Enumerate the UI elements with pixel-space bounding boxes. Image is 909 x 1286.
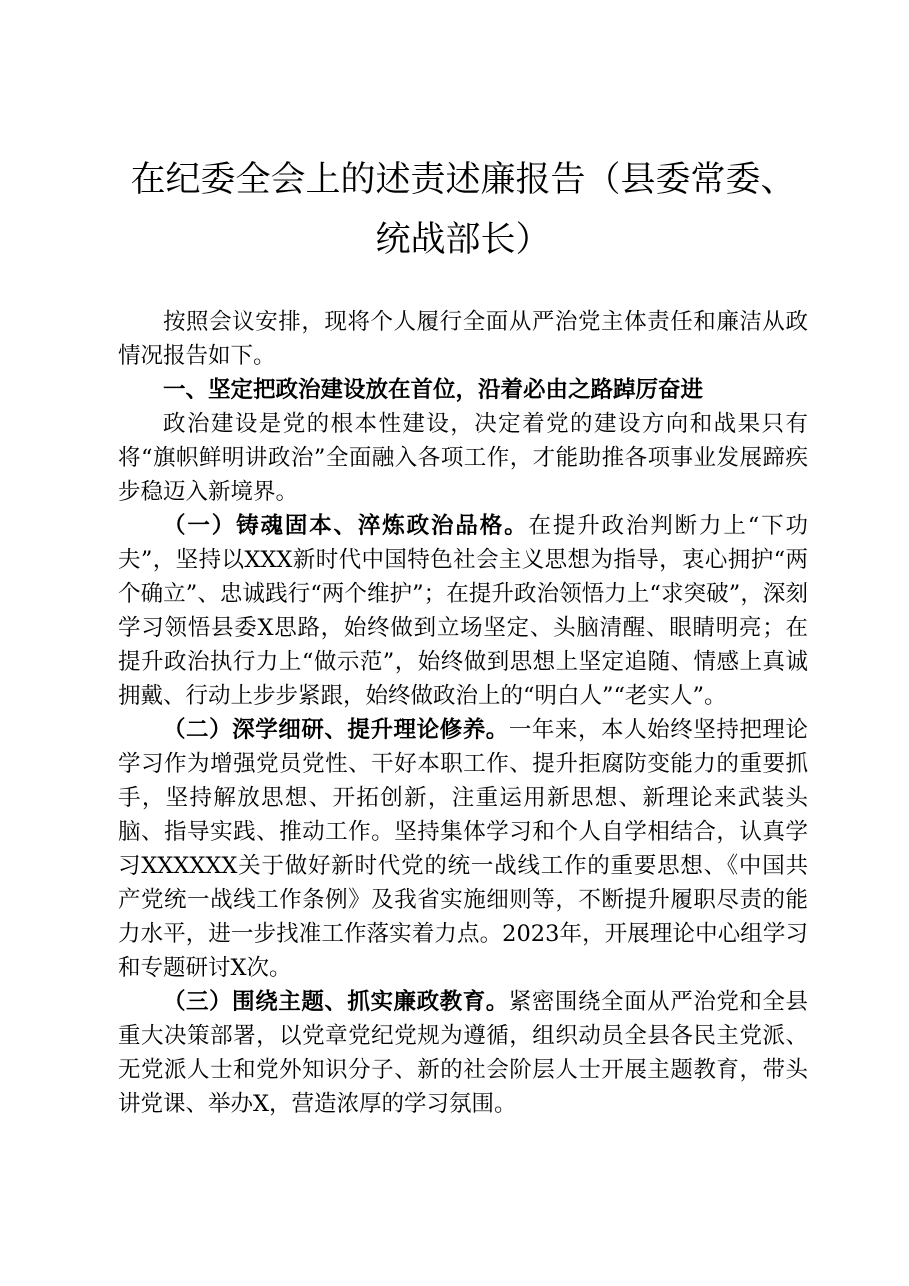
- subsection-1-heading: （一）铸魂固本、淬炼政治品格。: [163, 513, 529, 539]
- subsection-3-text: 紧密围绕全面从严治党和全县重大决策部署，以党章党纪党规为遵循，组织动员全县各民主党派、无党派人士和党外知识分子、新的社会阶层人士开展主题教育，带头讲党课、举办X，营造浓厚的学习氛围。: [118, 989, 808, 1117]
- document-body: [118, 305, 808, 1121]
- document-title: 在纪委全会上的述责述廉报告（县委常委、统战部长）: [130, 160, 796, 260]
- section-heading-1: 一、坚定把政治建设放在首位，沿着必由之路踔厉奋进: [163, 377, 704, 403]
- subsection-2-text: 一年来，本人始终坚持把理论学习作为增强党员党性、干好本职工作、提升拒腐防变能力的重要抓手，坚持解放思想、开拓创新，注重运用新思想、新理论来武装头脑、指导实践、推动工作。坚持集体学习和个人自学相结合，认真学习XXXXXX关于做好新时代党的统一战线工作的重要思想、《中国共产党统一战线工作条例》及我省实施细则等，不断提升履职尽责的能力水平，进一步找准工作落实着力点。2023年，开展理论中心组学习和专题研讨X次。: [118, 717, 808, 981]
- subsection-2-heading: （二）深学细研、提升理论修养。: [163, 717, 509, 743]
- subsection-1-text: 在提升政治判断力上“下功夫”，坚持以XXX新时代中国特色社会主义思想为指导，衷心拥护“两个确立”、忠诚践行“两个维护”；在提升政治领悟力上“求突破”，深刻学习领悟县委X思路，始终做到立场坚定、头脑清醒、眼睛明亮；在提升政治执行力上“做示范”，始终做到思想上坚定追随、情感上真诚拥戴、行动上步步紧跟，始终做政治上的“明白人”“老实人”。: [118, 513, 808, 709]
- subsection-3-paragraph: [118, 985, 808, 1121]
- section-1-intro-paragraph: 政治建设是党的根本性建设，决定着党的建设方向和战果只有将“旗帜鲜明讲政治”全面融入各项工作，才能助推各项事业发展蹄疾步稳迈入新境界。: [118, 411, 808, 505]
- subsection-1-paragraph: [118, 509, 808, 713]
- subsection-2-paragraph: [118, 713, 808, 985]
- intro-paragraph: 按照会议安排，现将个人履行全面从严治党主体责任和廉洁从政情况报告如下。: [118, 309, 808, 369]
- subsection-3-heading: （三）围绕主题、抓实廉政教育。: [163, 989, 509, 1015]
